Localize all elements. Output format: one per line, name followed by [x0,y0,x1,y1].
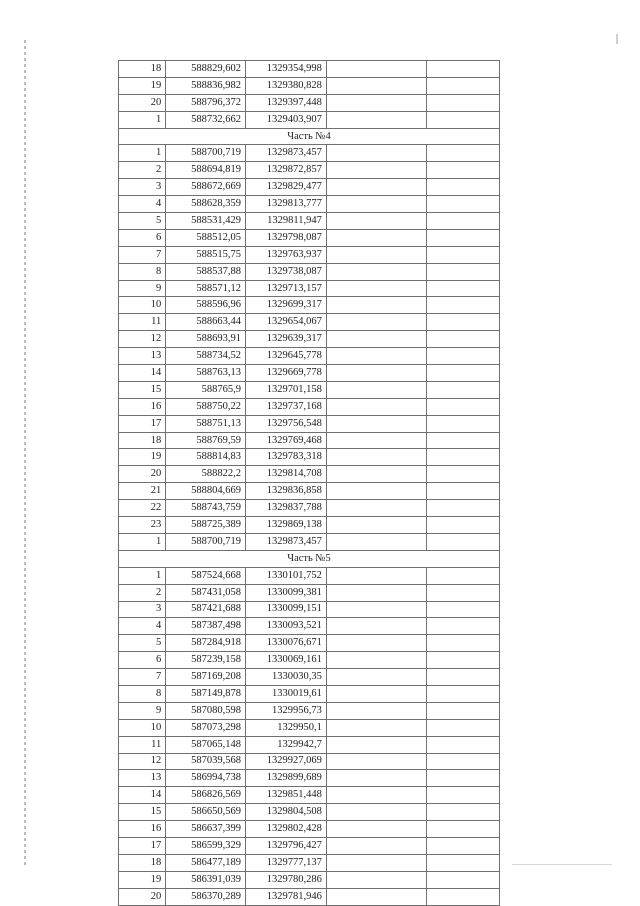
empty-cell [426,601,499,618]
x-coordinate-cell: 587073,298 [166,719,246,736]
y-coordinate-cell: 1329354,998 [245,61,326,78]
table-row [119,229,500,246]
y-coordinate-cell: 1329780,286 [245,871,326,888]
table-row [119,601,500,618]
empty-cell [426,365,499,382]
section-header-row [119,550,500,567]
empty-cell [426,821,499,838]
empty-cell [426,179,499,196]
empty-cell [426,483,499,500]
empty-cell [326,432,426,449]
x-coordinate-cell: 586637,399 [166,821,246,838]
y-coordinate-cell: 1329777,137 [245,854,326,871]
point-number-cell: 7 [119,246,166,263]
table-row [119,263,500,280]
empty-cell [426,162,499,179]
table-row [119,449,500,466]
empty-cell [326,111,426,128]
y-coordinate-cell: 1329942,7 [245,736,326,753]
section-title: Часть №4 [119,128,500,145]
y-coordinate-cell: 1329781,946 [245,888,326,905]
point-number-cell: 11 [119,314,166,331]
empty-cell [426,736,499,753]
y-coordinate-cell: 1330101,752 [245,567,326,584]
table-row [119,213,500,230]
table-row [119,398,500,415]
coordinates-table [118,60,500,906]
empty-cell [326,618,426,635]
x-coordinate-cell: 587431,058 [166,584,246,601]
scan-edge-left [24,40,26,865]
empty-cell [426,61,499,78]
empty-cell [426,263,499,280]
point-number-cell: 15 [119,804,166,821]
point-number-cell: 6 [119,229,166,246]
y-coordinate-cell: 1329397,448 [245,94,326,111]
empty-cell [326,888,426,905]
point-number-cell: 17 [119,837,166,854]
empty-cell [426,449,499,466]
empty-cell [326,871,426,888]
point-number-cell: 2 [119,584,166,601]
empty-cell [426,213,499,230]
x-coordinate-cell: 587039,568 [166,753,246,770]
table-row [119,753,500,770]
table-row [119,719,500,736]
empty-cell [426,466,499,483]
y-coordinate-cell: 1330069,161 [245,652,326,669]
table-row [119,770,500,787]
scan-edge-right [616,34,618,44]
point-number-cell: 9 [119,280,166,297]
table-row [119,483,500,500]
y-coordinate-cell: 1329713,157 [245,280,326,297]
table-row [119,837,500,854]
empty-cell [426,854,499,871]
y-coordinate-cell: 1329699,317 [245,297,326,314]
table-row [119,314,500,331]
x-coordinate-cell: 588694,819 [166,162,246,179]
empty-cell [426,804,499,821]
empty-cell [426,297,499,314]
point-number-cell: 8 [119,263,166,280]
empty-cell [426,348,499,365]
empty-cell [426,652,499,669]
table-row [119,162,500,179]
point-number-cell: 5 [119,635,166,652]
empty-cell [426,314,499,331]
point-number-cell: 1 [119,145,166,162]
table-row [119,888,500,905]
table-row [119,821,500,838]
x-coordinate-cell: 586650,569 [166,804,246,821]
coordinates-table-body [119,61,500,906]
x-coordinate-cell: 586370,289 [166,888,246,905]
empty-cell [426,787,499,804]
empty-cell [326,483,426,500]
x-coordinate-cell: 586994,738 [166,770,246,787]
point-number-cell: 23 [119,517,166,534]
point-number-cell: 1 [119,533,166,550]
x-coordinate-cell: 588700,719 [166,533,246,550]
x-coordinate-cell: 587080,598 [166,702,246,719]
y-coordinate-cell: 1329814,708 [245,466,326,483]
table-row [119,145,500,162]
point-number-cell: 9 [119,702,166,719]
empty-cell [326,804,426,821]
y-coordinate-cell: 1330093,521 [245,618,326,635]
point-number-cell: 8 [119,685,166,702]
x-coordinate-cell: 586599,329 [166,837,246,854]
empty-cell [326,398,426,415]
x-coordinate-cell: 588732,662 [166,111,246,128]
empty-cell [426,533,499,550]
x-coordinate-cell: 588822,2 [166,466,246,483]
x-coordinate-cell: 588796,372 [166,94,246,111]
table-row [119,685,500,702]
empty-cell [426,111,499,128]
x-coordinate-cell: 587239,158 [166,652,246,669]
empty-cell [426,77,499,94]
empty-cell [426,500,499,517]
empty-cell [326,145,426,162]
empty-cell [326,837,426,854]
section-header-row [119,128,500,145]
point-number-cell: 21 [119,483,166,500]
table-row [119,381,500,398]
point-number-cell: 22 [119,500,166,517]
point-number-cell: 10 [119,297,166,314]
x-coordinate-cell: 587149,878 [166,685,246,702]
point-number-cell: 17 [119,415,166,432]
y-coordinate-cell: 1330099,151 [245,601,326,618]
y-coordinate-cell: 1329783,318 [245,449,326,466]
y-coordinate-cell: 1329380,828 [245,77,326,94]
table-row [119,736,500,753]
y-coordinate-cell: 1329798,087 [245,229,326,246]
empty-cell [426,635,499,652]
empty-cell [426,331,499,348]
point-number-cell: 1 [119,567,166,584]
point-number-cell: 4 [119,196,166,213]
y-coordinate-cell: 1330099,381 [245,584,326,601]
x-coordinate-cell: 588512,05 [166,229,246,246]
y-coordinate-cell: 1329796,427 [245,837,326,854]
point-number-cell: 20 [119,466,166,483]
empty-cell [326,517,426,534]
point-number-cell: 4 [119,618,166,635]
point-number-cell: 19 [119,871,166,888]
x-coordinate-cell: 588769,59 [166,432,246,449]
empty-cell [426,871,499,888]
empty-cell [426,94,499,111]
y-coordinate-cell: 1329802,428 [245,821,326,838]
empty-cell [326,533,426,550]
empty-cell [326,77,426,94]
y-coordinate-cell: 1329763,937 [245,246,326,263]
y-coordinate-cell: 1329873,457 [245,145,326,162]
y-coordinate-cell: 1329701,158 [245,381,326,398]
x-coordinate-cell: 588814,83 [166,449,246,466]
point-number-cell: 18 [119,854,166,871]
empty-cell [326,381,426,398]
x-coordinate-cell: 588663,44 [166,314,246,331]
empty-cell [326,297,426,314]
x-coordinate-cell: 588700,719 [166,145,246,162]
table-row [119,652,500,669]
empty-cell [326,736,426,753]
empty-cell [426,719,499,736]
y-coordinate-cell: 1329804,508 [245,804,326,821]
table-row [119,584,500,601]
table-row [119,246,500,263]
x-coordinate-cell: 588804,669 [166,483,246,500]
table-row [119,533,500,550]
empty-cell [326,94,426,111]
table-row [119,804,500,821]
point-number-cell: 20 [119,94,166,111]
y-coordinate-cell: 1329654,067 [245,314,326,331]
y-coordinate-cell: 1330019,61 [245,685,326,702]
x-coordinate-cell: 587284,918 [166,635,246,652]
empty-cell [326,365,426,382]
table-row [119,635,500,652]
empty-cell [326,567,426,584]
y-coordinate-cell: 1329956,73 [245,702,326,719]
point-number-cell: 13 [119,348,166,365]
y-coordinate-cell: 1329927,069 [245,753,326,770]
point-number-cell: 14 [119,787,166,804]
point-number-cell: 20 [119,888,166,905]
table-row [119,567,500,584]
table-row [119,871,500,888]
empty-cell [426,837,499,854]
empty-cell [326,449,426,466]
empty-cell [326,196,426,213]
x-coordinate-cell: 586477,189 [166,854,246,871]
empty-cell [426,415,499,432]
y-coordinate-cell: 1329873,457 [245,533,326,550]
x-coordinate-cell: 588628,359 [166,196,246,213]
table-row [119,331,500,348]
empty-cell [326,669,426,686]
page-footer-line [512,864,612,865]
empty-cell [426,685,499,702]
table-row [119,179,500,196]
x-coordinate-cell: 588743,759 [166,500,246,517]
x-coordinate-cell: 588672,669 [166,179,246,196]
y-coordinate-cell: 1329769,468 [245,432,326,449]
empty-cell [326,584,426,601]
y-coordinate-cell: 1329869,138 [245,517,326,534]
y-coordinate-cell: 1329737,168 [245,398,326,415]
y-coordinate-cell: 1329836,858 [245,483,326,500]
y-coordinate-cell: 1329851,448 [245,787,326,804]
x-coordinate-cell: 588751,13 [166,415,246,432]
table-row [119,415,500,432]
point-number-cell: 14 [119,365,166,382]
table-row [119,432,500,449]
table-row [119,618,500,635]
empty-cell [326,854,426,871]
point-number-cell: 12 [119,753,166,770]
y-coordinate-cell: 1329756,548 [245,415,326,432]
empty-cell [426,770,499,787]
y-coordinate-cell: 1329950,1 [245,719,326,736]
empty-cell [326,635,426,652]
x-coordinate-cell: 586391,039 [166,871,246,888]
point-number-cell: 6 [119,652,166,669]
point-number-cell: 11 [119,736,166,753]
y-coordinate-cell: 1330076,671 [245,635,326,652]
x-coordinate-cell: 588531,429 [166,213,246,230]
empty-cell [326,652,426,669]
table-row [119,94,500,111]
table-row [119,297,500,314]
table-row [119,466,500,483]
empty-cell [326,263,426,280]
empty-cell [326,331,426,348]
empty-cell [426,702,499,719]
point-number-cell: 2 [119,162,166,179]
empty-cell [426,398,499,415]
x-coordinate-cell: 588571,12 [166,280,246,297]
empty-cell [326,415,426,432]
point-number-cell: 16 [119,821,166,838]
x-coordinate-cell: 588829,602 [166,61,246,78]
x-coordinate-cell: 588515,75 [166,246,246,263]
table-row [119,669,500,686]
empty-cell [326,162,426,179]
point-number-cell: 19 [119,77,166,94]
empty-cell [426,381,499,398]
point-number-cell: 18 [119,61,166,78]
point-number-cell: 1 [119,111,166,128]
empty-cell [426,567,499,584]
x-coordinate-cell: 588734,52 [166,348,246,365]
empty-cell [326,821,426,838]
empty-cell [326,314,426,331]
y-coordinate-cell: 1329837,788 [245,500,326,517]
x-coordinate-cell: 588537,88 [166,263,246,280]
point-number-cell: 3 [119,601,166,618]
point-number-cell: 10 [119,719,166,736]
x-coordinate-cell: 588725,389 [166,517,246,534]
x-coordinate-cell: 586826,569 [166,787,246,804]
x-coordinate-cell: 588836,982 [166,77,246,94]
x-coordinate-cell: 587169,208 [166,669,246,686]
point-number-cell: 19 [119,449,166,466]
empty-cell [326,229,426,246]
empty-cell [426,280,499,297]
empty-cell [326,246,426,263]
empty-cell [426,229,499,246]
x-coordinate-cell: 588596,96 [166,297,246,314]
point-number-cell: 12 [119,331,166,348]
empty-cell [326,702,426,719]
empty-cell [326,179,426,196]
point-number-cell: 13 [119,770,166,787]
point-number-cell: 18 [119,432,166,449]
empty-cell [426,517,499,534]
x-coordinate-cell: 588765,9 [166,381,246,398]
empty-cell [326,500,426,517]
empty-cell [426,584,499,601]
x-coordinate-cell: 588693,91 [166,331,246,348]
x-coordinate-cell: 588750,22 [166,398,246,415]
x-coordinate-cell: 588763,13 [166,365,246,382]
empty-cell [326,719,426,736]
empty-cell [426,753,499,770]
table-row [119,854,500,871]
empty-cell [426,888,499,905]
empty-cell [326,61,426,78]
y-coordinate-cell: 1329669,778 [245,365,326,382]
table-row [119,111,500,128]
empty-cell [326,685,426,702]
x-coordinate-cell: 587065,148 [166,736,246,753]
x-coordinate-cell: 587421,688 [166,601,246,618]
empty-cell [426,145,499,162]
table-row [119,500,500,517]
empty-cell [326,213,426,230]
table-row [119,348,500,365]
table-row [119,196,500,213]
empty-cell [426,669,499,686]
y-coordinate-cell: 1329403,907 [245,111,326,128]
point-number-cell: 7 [119,669,166,686]
y-coordinate-cell: 1329872,857 [245,162,326,179]
empty-cell [426,618,499,635]
point-number-cell: 16 [119,398,166,415]
empty-cell [326,466,426,483]
point-number-cell: 5 [119,213,166,230]
empty-cell [326,280,426,297]
table-row [119,77,500,94]
section-title: Часть №5 [119,550,500,567]
y-coordinate-cell: 1329811,947 [245,213,326,230]
point-number-cell: 3 [119,179,166,196]
point-number-cell: 15 [119,381,166,398]
table-row [119,787,500,804]
table-row [119,702,500,719]
empty-cell [426,196,499,213]
empty-cell [426,246,499,263]
empty-cell [326,601,426,618]
table-row [119,61,500,78]
y-coordinate-cell: 1329645,778 [245,348,326,365]
empty-cell [326,770,426,787]
table-row [119,365,500,382]
empty-cell [426,432,499,449]
y-coordinate-cell: 1329899,689 [245,770,326,787]
x-coordinate-cell: 587387,498 [166,618,246,635]
table-row [119,517,500,534]
y-coordinate-cell: 1329813,777 [245,196,326,213]
y-coordinate-cell: 1330030,35 [245,669,326,686]
y-coordinate-cell: 1329829,477 [245,179,326,196]
empty-cell [326,348,426,365]
table-row [119,280,500,297]
empty-cell [326,753,426,770]
y-coordinate-cell: 1329738,087 [245,263,326,280]
y-coordinate-cell: 1329639,317 [245,331,326,348]
x-coordinate-cell: 587524,668 [166,567,246,584]
empty-cell [326,787,426,804]
